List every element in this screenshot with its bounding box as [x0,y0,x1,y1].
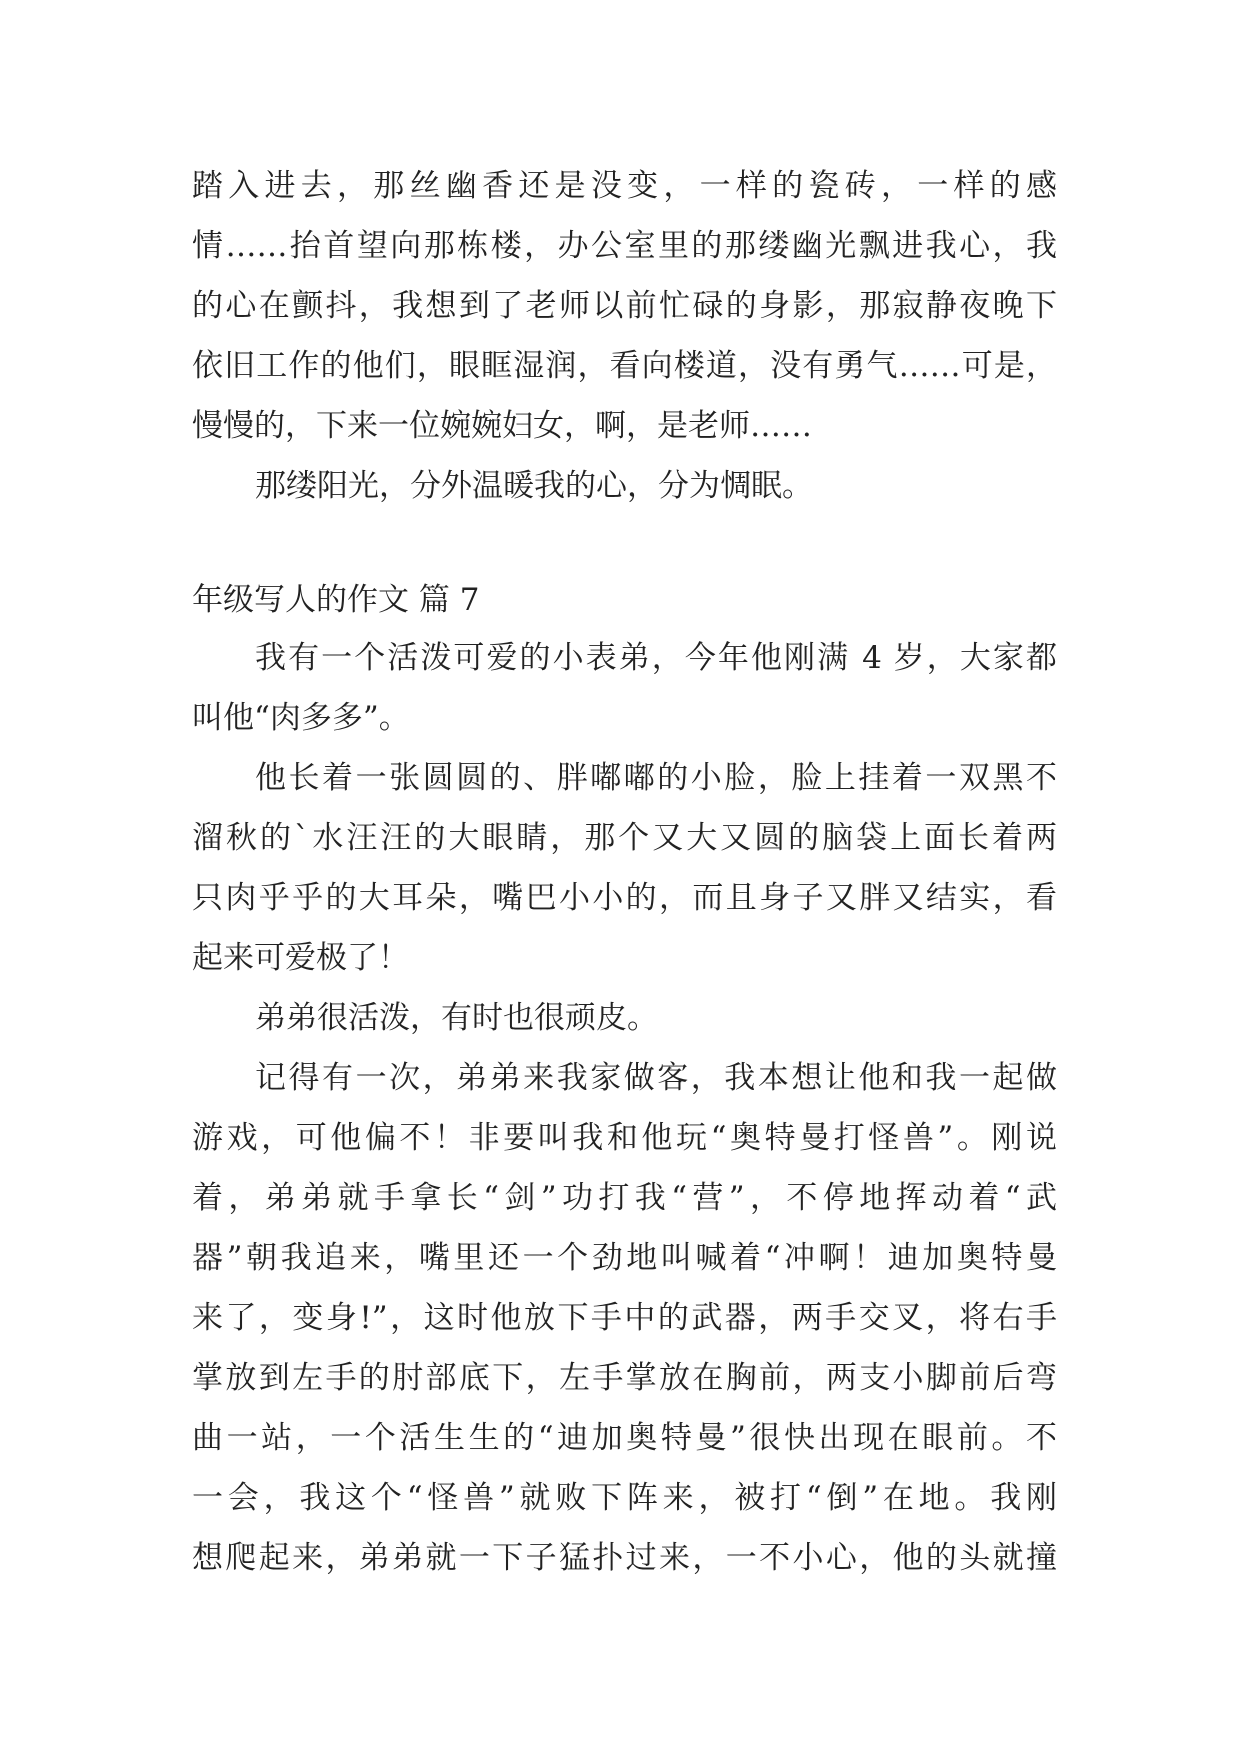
text-line: 他长着一张圆圆的、胖嘟嘟的小脸，脸上挂着一双黑不 [255,760,1057,796]
text-line: 情……抬首望向那栋楼，办公室里的那缕幽光飘进我心，我 [192,228,1057,264]
text-line: 一会，我这个“怪兽”就败下阵来，被打“倒”在地。我刚 [192,1480,1057,1516]
text-line: 我有一个活泼可爱的小表弟，今年他刚满 4 岁，大家都 [255,640,1057,676]
section-title: 年级写人的作文 篇 7 [192,582,480,618]
text-line: 游戏，可他偏不！非要叫我和他玩“奥特曼打怪兽”。刚说 [192,1120,1057,1156]
text-line: 慢慢的，下来一位婉婉妇女，啊，是老师…… [192,408,812,444]
text-line: 依旧工作的他们，眼眶湿润，看向楼道，没有勇气……可是， [192,348,1057,384]
text-line: 弟弟很活泼，有时也很顽皮。 [255,1000,658,1036]
text-line: 起来可爱极了！ [192,940,409,976]
text-line: 只肉乎乎的大耳朵，嘴巴小小的，而且身子又胖又结实，看 [192,880,1057,916]
text-line: 掌放到左手的肘部底下，左手掌放在胸前，两支小脚前后弯 [192,1360,1057,1396]
text-line: 踏入进去，那丝幽香还是没变，一样的瓷砖，一样的感 [192,168,1057,204]
text-line: 那缕阳光，分外温暖我的心，分为惆眠。 [255,468,813,504]
text-line: 着，弟弟就手拿长“剑”功打我“营”，不停地挥动着“武 [192,1180,1057,1216]
text-line: 叫他“肉多多”。 [192,700,410,736]
text-line: 的心在颤抖，我想到了老师以前忙碌的身影，那寂静夜晚下 [192,288,1057,324]
text-line: 曲一站，一个活生生的“迪加奥特曼”很快出现在眼前。不 [192,1420,1057,1456]
text-line: 记得有一次，弟弟来我家做客，我本想让他和我一起做 [255,1060,1057,1096]
text-line: 器”朝我追来，嘴里还一个劲地叫喊着“冲啊！迪加奥特曼 [192,1240,1057,1276]
text-line: 想爬起来，弟弟就一下子猛扑过来，一不小心，他的头就撞 [192,1540,1057,1576]
text-line: 溜秋的`水汪汪的大眼睛，那个又大又圆的脑袋上面长着两 [192,820,1057,856]
text-line: 来了，变身!”，这时他放下手中的武器，两手交叉，将右手 [192,1300,1057,1336]
